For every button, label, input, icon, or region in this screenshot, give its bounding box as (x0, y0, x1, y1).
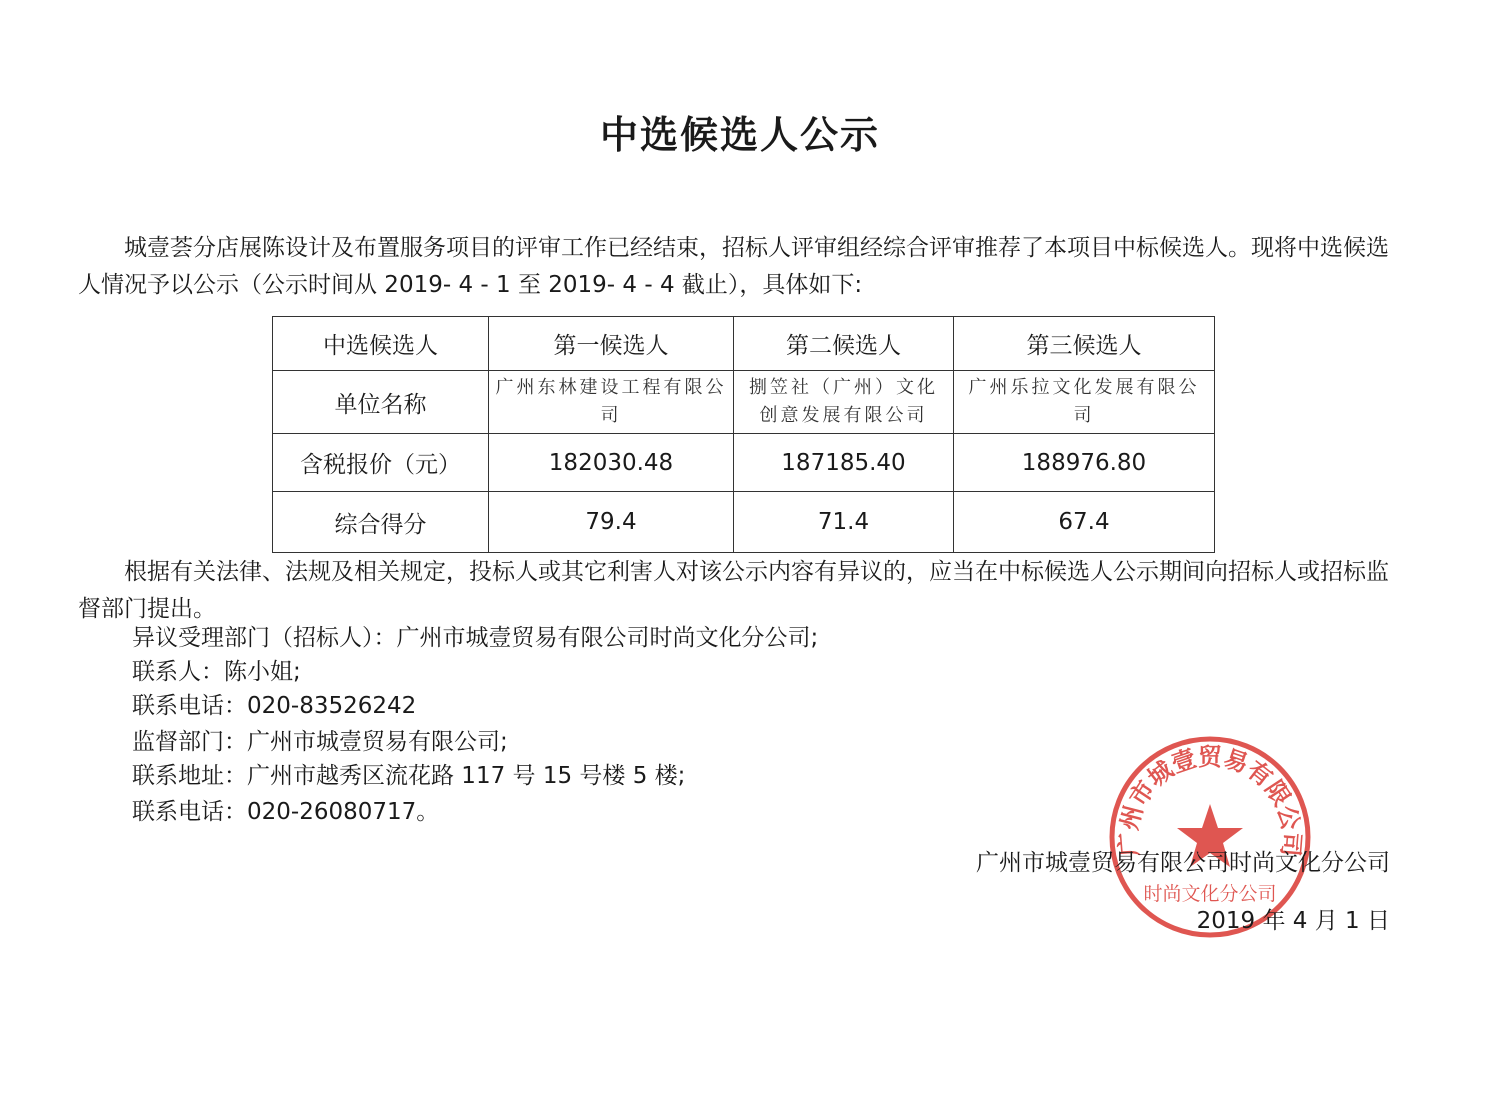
seal-inner-text: 时尚文化分公司 (1143, 883, 1277, 905)
table-row (273, 492, 1215, 553)
contact-phone: 联系电话：020-83526242 (132, 693, 417, 719)
table-header-row (273, 317, 1215, 371)
price-cell: 187185.40 (734, 434, 954, 492)
contact-address: 联系地址：广州市越秀区流花路 117 号 15 号楼 5 楼; (132, 763, 686, 789)
row-label: 单位名称 (273, 371, 489, 434)
score-cell: 79.4 (489, 492, 734, 553)
header-cell: 第二候选人 (734, 317, 954, 371)
seal-outer-text: 广州市城壹贸易有限公司 (1114, 742, 1306, 858)
header-cell: 中选候选人 (273, 317, 489, 371)
row-label: 含税报价（元） (273, 434, 489, 492)
row-label: 综合得分 (273, 492, 489, 553)
table-row (273, 434, 1215, 492)
supervision-department: 监督部门：广州市城壹贸易有限公司; (132, 729, 508, 755)
table-row (273, 371, 1215, 434)
candidates-table (272, 316, 1215, 553)
supervision-phone: 联系电话：020-26080717。 (132, 799, 440, 825)
objection-paragraph: 根据有关法律、法规及相关规定，投标人或其它利害人对该公示内容有异议的，应当在中标候选人公示期间向招标人或招标监督部门提出。 (78, 559, 1389, 622)
objection-department: 异议受理部门（招标人）：广州市城壹贸易有限公司时尚文化分公司; (132, 625, 819, 651)
company-name-cell: 广州乐拉文化发展有限公司 (954, 371, 1215, 434)
header-cell: 第三候选人 (954, 317, 1215, 371)
score-cell: 71.4 (734, 492, 954, 553)
company-name-cell: 广州东林建设工程有限公司 (489, 371, 734, 434)
signature-company: 广州市城壹贸易有限公司时尚文化分公司 (976, 850, 1390, 876)
company-name-cell: 捌笠社（广州）文化创意发展有限公司 (734, 371, 954, 434)
contact-person: 联系人：陈小姐; (132, 659, 301, 685)
price-cell: 188976.80 (954, 434, 1215, 492)
intro-paragraph: 城壹荟分店展陈设计及布置服务项目的评审工作已经结束，招标人评审组经综合评审推荐了本项目中标候选人。现将中选候选人情况予以公示（公示时间从 2019- 4 - 1 至 2019- 4 - 4 截止），具体如下: (78, 235, 1389, 298)
signature-date: 2019 年 4 月 1 日 (1196, 908, 1390, 934)
page-title: 中选候选人公示 (599, 113, 880, 157)
score-cell: 67.4 (954, 492, 1215, 553)
header-cell: 第一候选人 (489, 317, 734, 371)
price-cell: 182030.48 (489, 434, 734, 492)
